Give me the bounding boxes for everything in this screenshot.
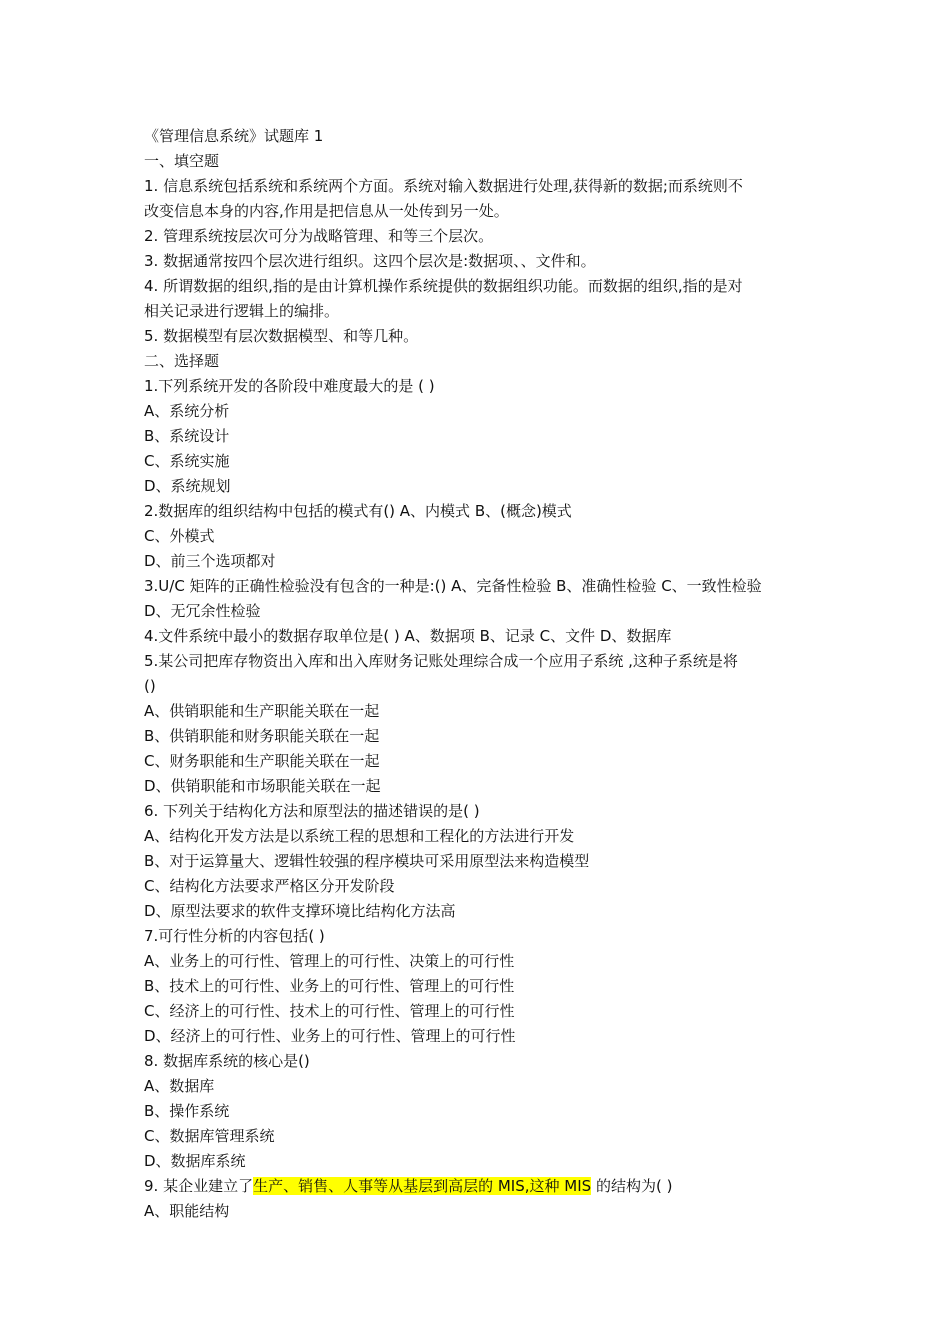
highlighted-text: 生产、销售、人事等从基层到高层的 MIS,这种 MIS [253,1177,592,1195]
text-line: 1.下列系统开发的各阶段中难度最大的是 ( ) [144,377,435,395]
question-9 [144,1174,812,1199]
text-line: 《管理信息系统》试题库 1 [144,127,324,145]
text-line: C、经济上的可行性、技术上的可行性、管理上的可行性 [144,1002,515,1020]
text-line: 5. 数据模型有层次数据模型、和等几种。 [144,327,419,345]
text-line: D、数据库系统 [144,1152,246,1170]
text-line: A、数据库 [144,1077,215,1095]
text-line: 8. 数据库系统的核心是() [144,1052,310,1070]
text-line: D、系统规划 [144,477,231,495]
text-line: 2.数据库的组织结构中包括的模式有() A、内模式 B、(概念)模式 [144,502,572,520]
document-body [144,124,812,1224]
text-line: C、结构化方法要求严格区分开发阶段 [144,877,395,895]
text-line: B、操作系统 [144,1102,230,1120]
text-line: 2. 管理系统按层次可分为战略管理、和等三个层次。 [144,227,494,245]
text-line: C、外模式 [144,527,215,545]
text-line: A、结构化开发方法是以系统工程的思想和工程化的方法进行开发 [144,827,575,845]
text-line: C、财务职能和生产职能关联在一起 [144,752,380,770]
text-line: B、供销职能和财务职能关联在一起 [144,727,380,745]
text-line: A、业务上的可行性、管理上的可行性、决策上的可行性 [144,952,515,970]
text-line: 7.可行性分析的内容包括( ) [144,927,325,945]
text-line: 4. 所谓数据的组织,指的是由计算机操作系统提供的数据组织功能。而数据的组织,指的是对 [144,277,743,295]
text-line: C、系统实施 [144,452,230,470]
text-line: 3.U/C 矩阵的正确性检验没有包含的一种是:() A、完备性检验 B、准确性检验 C、一致性检验 [144,577,762,595]
text-line: 6. 下列关于结构化方法和原型法的描述错误的是( ) [144,802,480,820]
text-line: D、经济上的可行性、业务上的可行性、管理上的可行性 [144,1027,516,1045]
text-line: 一、填空题 [144,152,220,170]
text-line: C、数据库管理系统 [144,1127,275,1145]
text-line: 二、选择题 [144,352,220,370]
text-line: 改变信息本身的内容,作用是把信息从一处传到另一处。 [144,202,509,220]
question-9-prefix: 9. 某企业建立了 [144,1177,254,1195]
text-line: () [144,677,156,695]
text-line: B、系统设计 [144,427,230,445]
text-line: D、原型法要求的软件支撑环境比结构化方法高 [144,902,456,920]
text-line: D、前三个选项都对 [144,552,276,570]
text-line: D、无冗余性检验 [144,602,261,620]
text-line: B、对于运算量大、逻辑性较强的程序模块可采用原型法来构造模型 [144,852,590,870]
text-line: 1. 信息系统包括系统和系统两个方面。系统对输入数据进行处理,获得新的数据;而系统则不 [144,177,743,195]
text-line: 3. 数据通常按四个层次进行组织。这四个层次是:数据项、、文件和。 [144,252,596,270]
text-line: D、供销职能和市场职能关联在一起 [144,777,381,795]
option-line: A、职能结构 [144,1202,230,1220]
text-line: 5.某公司把库存物资出入库和出入库财务记账处理综合成一个应用子系统 ,这种子系统是将 [144,652,738,670]
text-lines [144,124,812,1174]
text-line: A、系统分析 [144,402,230,420]
text-line: 相关记录进行逻辑上的编排。 [144,302,340,320]
text-line: A、供销职能和生产职能关联在一起 [144,702,380,720]
text-line: 4.文件系统中最小的数据存取单位是( ) A、数据项 B、记录 C、文件 D、数据库 [144,627,672,645]
question-9-suffix: 的结构为( ) [591,1177,673,1195]
text-line: B、技术上的可行性、业务上的可行性、管理上的可行性 [144,977,515,995]
